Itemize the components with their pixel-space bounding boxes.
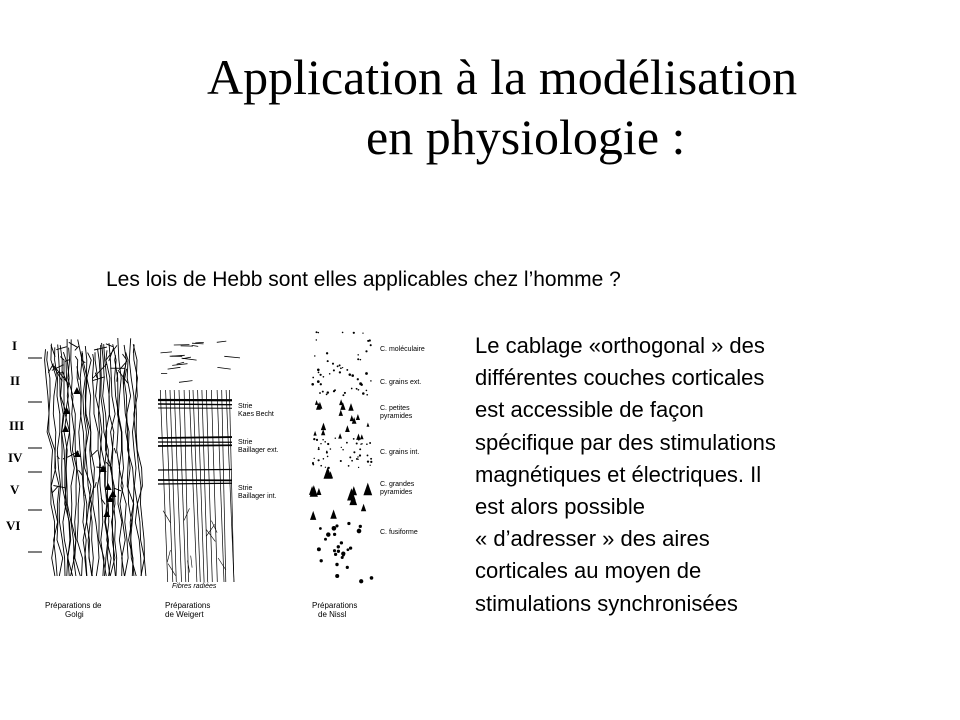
- nissl-granule: [333, 390, 335, 392]
- nissl-granule: [335, 574, 339, 578]
- layer-label: V: [10, 482, 20, 497]
- cortex-illustration: [0, 320, 460, 630]
- nissl-granule: [316, 331, 318, 333]
- weigert-fiber: [217, 390, 224, 582]
- nissl-granule: [357, 378, 359, 380]
- figure-caption: de Weigert: [165, 610, 204, 619]
- nissl-granule: [346, 566, 349, 569]
- weigert-band: [158, 404, 232, 405]
- nissl-pyramid: [361, 504, 366, 512]
- nissl-granule: [370, 344, 372, 346]
- weigert-fragment: [192, 343, 204, 344]
- nissl-pyramid: [338, 433, 342, 438]
- weigert-label: Baillager int.: [238, 493, 277, 500]
- nissl-granule: [333, 549, 336, 552]
- nissl-granule: [327, 391, 329, 393]
- nissl-granule: [357, 459, 358, 460]
- nissl-granule: [360, 383, 362, 385]
- golgi-dendrite: [95, 482, 97, 488]
- nissl-granule: [339, 371, 341, 373]
- golgi-fiber: [58, 345, 69, 577]
- nissl-pyramid: [321, 423, 326, 431]
- nissl-granule: [370, 380, 372, 382]
- nissl-granule: [318, 459, 320, 461]
- body-line: Le cablage «orthogonal » des: [475, 333, 765, 358]
- nissl-label: C. grains ext.: [380, 379, 422, 386]
- golgi-dendrite: [69, 342, 78, 347]
- weigert-fragment: [195, 342, 204, 343]
- nissl-granule: [320, 443, 321, 444]
- nissl-pyramid: [360, 434, 364, 439]
- nissl-granule: [365, 372, 368, 375]
- nissl-pyramid: [350, 415, 354, 421]
- nissl-granule: [327, 360, 329, 362]
- weigert-band: [158, 483, 232, 484]
- nissl-granule: [318, 447, 319, 448]
- golgi-fiber: [47, 351, 58, 576]
- body-line: spécifique par des stimulations: [475, 429, 776, 455]
- weigert-fragment: [224, 356, 240, 358]
- nissl-granule: [347, 548, 350, 551]
- nissl-granule: [320, 383, 322, 385]
- nissl-granule: [366, 394, 368, 396]
- body-line: est accessible de façon: [475, 397, 704, 423]
- weigert-fragment: [172, 364, 187, 366]
- nissl-pyramid: [345, 425, 350, 432]
- weigert-fiber: [211, 390, 217, 582]
- nissl-granule: [323, 376, 325, 378]
- nissl-granule: [349, 373, 352, 376]
- nissl-granule: [326, 532, 330, 536]
- nissl-granule: [351, 460, 353, 462]
- weigert-fragment: [191, 556, 192, 568]
- layer-label: VI: [6, 518, 21, 533]
- nissl-granule: [332, 526, 337, 531]
- nissl-granule: [341, 447, 342, 448]
- weigert-fiber: [222, 390, 226, 582]
- nissl-label: C. grandes: [380, 481, 415, 488]
- nissl-granule: [347, 522, 350, 525]
- nissl-granule: [340, 541, 343, 544]
- weigert-fiber: [189, 390, 197, 582]
- nissl-granule: [361, 443, 362, 444]
- nissl-pyramid: [356, 414, 360, 420]
- weigert-label: Baillager ext.: [238, 447, 279, 454]
- nissl-granule: [349, 546, 352, 549]
- nissl-granule: [340, 460, 342, 462]
- weigert-fragment: [167, 550, 170, 562]
- title-line-1: Application à la modélisation: [207, 49, 798, 105]
- nissl-pyramid: [363, 483, 372, 496]
- nissl-granule: [358, 389, 360, 391]
- nissl-granule: [326, 451, 328, 453]
- nissl-granule: [359, 448, 361, 450]
- nissl-granule: [359, 525, 362, 528]
- nissl-granule: [319, 392, 321, 394]
- golgi-dendrite: [114, 488, 121, 491]
- figure-caption: Préparations de: [45, 601, 102, 610]
- figure-caption: Préparations: [165, 601, 211, 610]
- nissl-granule: [330, 448, 332, 450]
- nissl-label: pyramides: [380, 489, 413, 496]
- nissl-granule: [366, 443, 368, 445]
- body-line: « d’adresser » des aires: [475, 526, 710, 552]
- nissl-granule: [312, 377, 314, 379]
- nissl-granule: [317, 380, 320, 383]
- nissl-granule: [327, 443, 329, 445]
- nissl-granule: [346, 369, 348, 371]
- nissl-granule: [335, 437, 336, 438]
- body-line: est alors possible: [475, 494, 645, 520]
- nissl-granule: [342, 449, 343, 450]
- nissl-granule: [357, 354, 358, 355]
- nissl-granule: [359, 454, 361, 456]
- nissl-granule: [316, 439, 318, 441]
- weigert-fiber: [202, 390, 208, 582]
- weigert-fragment: [211, 521, 217, 533]
- nissl-granule: [342, 554, 345, 557]
- nissl-granule: [370, 458, 372, 460]
- nissl-pyramid: [330, 510, 337, 519]
- nissl-granule: [322, 439, 323, 440]
- nissl-pyramid: [313, 431, 316, 436]
- pyramidal-cell: [103, 510, 110, 517]
- nissl-granule: [370, 465, 371, 466]
- nissl-granule: [335, 563, 338, 566]
- nissl-granule: [337, 365, 339, 367]
- weigert-fiber: [193, 390, 200, 582]
- body-line: magnétiques et électriques. Il: [475, 461, 762, 487]
- golgi-panel: [45, 338, 146, 576]
- nissl-granule: [342, 367, 343, 368]
- nissl-granule: [320, 465, 322, 467]
- layer-label: III: [9, 418, 25, 433]
- nissl-granule: [313, 438, 315, 440]
- nissl-granule: [324, 538, 327, 541]
- nissl-pyramid: [367, 423, 370, 427]
- slide-subtitle: Les lois de Hebb sont elles applicables chez l’homme ?: [106, 268, 621, 291]
- nissl-granule: [318, 332, 319, 333]
- nissl-granule: [334, 553, 337, 556]
- weigert-band: [158, 437, 232, 438]
- nissl-granule: [318, 448, 320, 450]
- nissl-granule: [351, 374, 354, 377]
- weigert-fragment: [163, 511, 170, 523]
- body-paragraph: [475, 330, 945, 620]
- body-line: stimulations synchronisées: [475, 590, 738, 616]
- weigert-fragment: [161, 352, 172, 353]
- nissl-granule: [325, 467, 326, 468]
- nissl-granule: [319, 374, 321, 376]
- nissl-granule: [346, 442, 348, 444]
- nissl-granule: [324, 441, 326, 443]
- nissl-pyramid: [339, 399, 343, 405]
- golgi-dendrite: [114, 448, 116, 453]
- nissl-granule: [322, 391, 324, 393]
- figure-caption: Golgi: [65, 610, 84, 619]
- cortex-layers-figure: [0, 320, 460, 630]
- nissl-pyramid: [316, 488, 321, 495]
- nissl-granule: [332, 363, 334, 365]
- nissl-granule: [314, 355, 315, 356]
- nissl-granule: [340, 367, 342, 369]
- nissl-pyramid: [321, 429, 325, 435]
- weigert-fiber: [206, 390, 212, 582]
- nissl-granule: [327, 456, 329, 458]
- nissl-granule: [317, 368, 320, 371]
- nissl-granule: [362, 392, 365, 395]
- nissl-label: C. grains int.: [380, 449, 420, 456]
- body-line: différentes couches corticales: [475, 365, 765, 391]
- nissl-pyramid: [356, 434, 361, 440]
- weigert-panel: [158, 341, 240, 582]
- nissl-label: C. petites: [380, 405, 410, 412]
- nissl-granule: [362, 332, 363, 333]
- nissl-pyramid: [310, 511, 316, 520]
- nissl-granule: [329, 373, 331, 375]
- figure-caption: de Nissl: [318, 610, 347, 619]
- nissl-granule: [356, 388, 358, 390]
- weigert-fragment: [217, 341, 227, 342]
- nissl-granule: [319, 527, 322, 530]
- weigert-fragment: [218, 558, 226, 570]
- nissl-granule: [333, 369, 335, 371]
- nissl-label: C. fusiforme: [380, 529, 418, 536]
- nissl-panel: [309, 331, 373, 583]
- nissl-granule: [326, 394, 328, 396]
- weigert-label: Fibres radiées: [172, 583, 217, 590]
- nissl-granule: [311, 383, 314, 386]
- weigert-label: Kaes Becht: [238, 411, 274, 418]
- nissl-granule: [342, 332, 344, 334]
- nissl-granule: [317, 547, 321, 551]
- nissl-granule: [351, 388, 353, 390]
- layer-label: I: [12, 338, 18, 353]
- nissl-granule: [323, 458, 325, 460]
- nissl-pyramid: [348, 403, 353, 411]
- nissl-granule: [353, 332, 355, 334]
- nissl-granule: [367, 454, 369, 456]
- nissl-granule: [360, 359, 362, 361]
- golgi-dendrite: [52, 487, 57, 493]
- weigert-label: Strie: [238, 439, 253, 446]
- nissl-granule: [358, 439, 359, 440]
- nissl-granule: [367, 460, 369, 462]
- nissl-granule: [370, 461, 372, 463]
- nissl-granule: [357, 529, 362, 534]
- nissl-granule: [358, 467, 359, 468]
- nissl-granule: [316, 339, 317, 340]
- figure-caption: Préparations: [312, 601, 358, 610]
- nissl-granule: [353, 438, 355, 440]
- nissl-granule: [356, 442, 358, 444]
- weigert-band: [158, 445, 232, 446]
- nissl-granule: [318, 372, 320, 374]
- nissl-granule: [369, 442, 371, 444]
- nissl-granule: [320, 559, 323, 562]
- weigert-label: Strie: [238, 403, 253, 410]
- nissl-granule: [366, 390, 368, 392]
- nissl-granule: [344, 392, 346, 394]
- nissl-label: pyramides: [380, 413, 413, 420]
- nissl-granule: [357, 456, 358, 457]
- nissl-granule: [335, 524, 338, 527]
- nissl-granule: [313, 464, 315, 466]
- nissl-pyramid: [339, 410, 343, 416]
- nissl-granule: [337, 545, 340, 548]
- layer-label: IV: [8, 450, 23, 465]
- nissl-granule: [339, 364, 341, 366]
- weigert-fragment: [182, 358, 197, 360]
- weigert-fragment: [217, 367, 230, 369]
- weigert-fiber: [198, 390, 205, 582]
- nissl-granule: [333, 533, 336, 536]
- nissl-granule: [357, 358, 359, 360]
- body-line: corticales au moyen de: [475, 558, 702, 584]
- nissl-granule: [342, 394, 344, 396]
- nissl-granule: [349, 456, 351, 458]
- nissl-granule: [353, 451, 355, 453]
- nissl-granule: [337, 550, 340, 553]
- nissl-granule: [367, 340, 369, 342]
- nissl-label: C. moléculaire: [380, 346, 425, 353]
- nissl-granule: [326, 352, 328, 354]
- nissl-granule: [370, 576, 374, 580]
- title-line-2: en physiologie :: [366, 109, 686, 165]
- nissl-granule: [314, 458, 315, 459]
- golgi-dendrite: [93, 377, 105, 381]
- nissl-granule: [365, 350, 367, 352]
- nissl-granule: [348, 465, 350, 467]
- layer-label: II: [10, 373, 21, 388]
- weigert-fragment: [179, 381, 193, 383]
- nissl-granule: [359, 579, 363, 583]
- weigert-label: Strie: [238, 485, 253, 492]
- nissl-pyramid: [315, 400, 318, 405]
- weigert-fragment: [168, 367, 181, 369]
